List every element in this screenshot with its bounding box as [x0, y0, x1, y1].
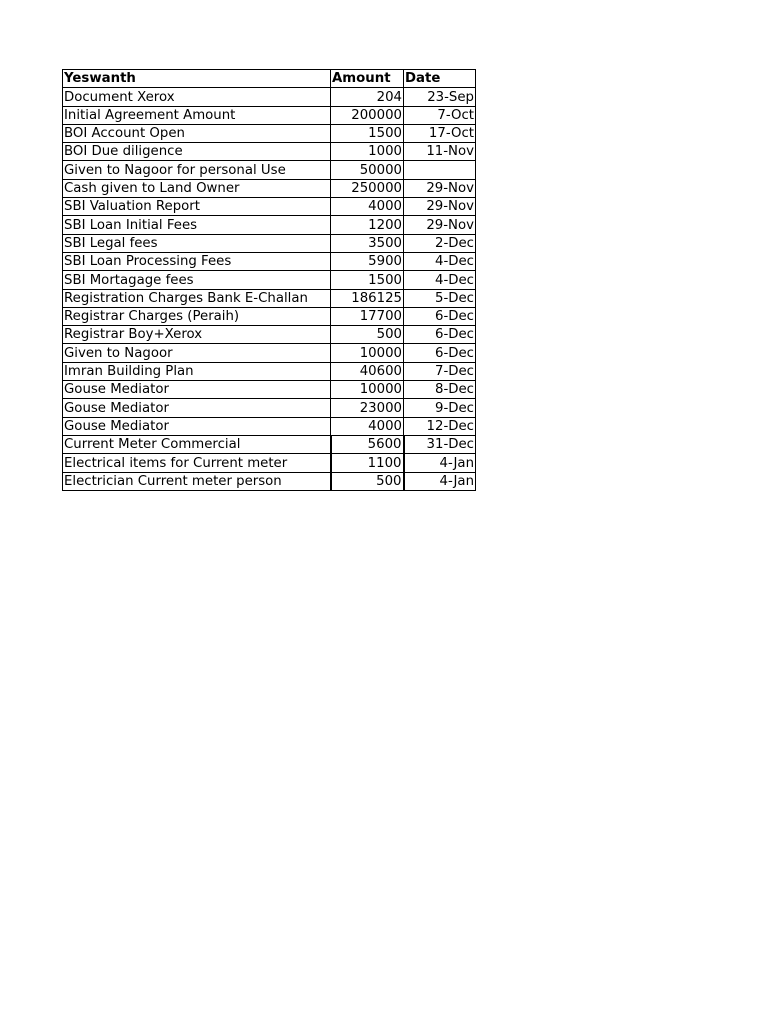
table-row [63, 472, 476, 490]
date-cell [404, 161, 476, 179]
item-cell: SBI Valuation Report [63, 198, 331, 216]
date-cell: 4-Jan [404, 472, 476, 490]
item-cell: Document Xerox [63, 88, 331, 106]
amount-cell: 1200 [331, 216, 404, 234]
table-row [63, 216, 476, 234]
date-cell: 11-Nov [404, 143, 476, 161]
table-row [63, 454, 476, 472]
item-cell: Gouse Mediator [63, 381, 331, 399]
item-cell: BOI Due diligence [63, 143, 331, 161]
amount-cell: 200000 [331, 106, 404, 124]
date-cell: 7-Oct [404, 106, 476, 124]
table-row [63, 435, 476, 453]
item-cell: Cash given to Land Owner [63, 179, 331, 197]
item-cell: Registration Charges Bank E-Challan [63, 289, 331, 307]
table-row [63, 271, 476, 289]
date-cell: 5-Dec [404, 289, 476, 307]
table-row [63, 417, 476, 435]
amount-cell: 50000 [331, 161, 404, 179]
header-name: Yeswanth [63, 70, 331, 88]
amount-cell: 10000 [331, 381, 404, 399]
table-row [63, 124, 476, 142]
table-row [63, 307, 476, 325]
item-cell: Initial Agreement Amount [63, 106, 331, 124]
item-cell: Registrar Boy+Xerox [63, 326, 331, 344]
item-cell: SBI Loan Initial Fees [63, 216, 331, 234]
date-cell: 9-Dec [404, 399, 476, 417]
date-cell: 8-Dec [404, 381, 476, 399]
table-row [63, 143, 476, 161]
item-cell: Current Meter Commercial [63, 435, 331, 453]
item-cell: Electrical items for Current meter [63, 454, 331, 472]
amount-cell: 40600 [331, 362, 404, 380]
amount-cell: 23000 [331, 399, 404, 417]
item-cell: Gouse Mediator [63, 417, 331, 435]
amount-cell: 1000 [331, 143, 404, 161]
item-cell: SBI Mortagage fees [63, 271, 331, 289]
item-cell: Given to Nagoor for personal Use [63, 161, 331, 179]
amount-cell: 5900 [331, 252, 404, 270]
date-cell: 7-Dec [404, 362, 476, 380]
item-cell: SBI Loan Processing Fees [63, 252, 331, 270]
amount-cell: 4000 [331, 198, 404, 216]
date-cell: 4-Dec [404, 252, 476, 270]
item-cell: Imran Building Plan [63, 362, 331, 380]
date-cell: 29-Nov [404, 216, 476, 234]
date-cell: 29-Nov [404, 179, 476, 197]
table-body [63, 88, 476, 491]
amount-cell: 10000 [331, 344, 404, 362]
table-row [63, 88, 476, 106]
table-row [63, 344, 476, 362]
item-cell: Gouse Mediator [63, 399, 331, 417]
date-cell: 6-Dec [404, 307, 476, 325]
table-row [63, 289, 476, 307]
amount-cell: 500 [331, 472, 404, 490]
amount-cell: 250000 [331, 179, 404, 197]
date-cell: 17-Oct [404, 124, 476, 142]
table-row [63, 252, 476, 270]
header-amount: Amount [331, 70, 404, 88]
amount-cell: 204 [331, 88, 404, 106]
table-row [63, 381, 476, 399]
amount-cell: 1500 [331, 271, 404, 289]
amount-cell: 3500 [331, 234, 404, 252]
amount-cell: 4000 [331, 417, 404, 435]
amount-cell: 186125 [331, 289, 404, 307]
item-cell: Given to Nagoor [63, 344, 331, 362]
date-cell: 12-Dec [404, 417, 476, 435]
amount-cell: 17700 [331, 307, 404, 325]
date-cell: 6-Dec [404, 326, 476, 344]
table-row [63, 399, 476, 417]
amount-cell: 500 [331, 326, 404, 344]
date-cell: 2-Dec [404, 234, 476, 252]
item-cell: Registrar Charges (Peraih) [63, 307, 331, 325]
item-cell: BOI Account Open [63, 124, 331, 142]
item-cell: Electrician Current meter person [63, 472, 331, 490]
expense-table [62, 69, 476, 491]
date-cell: 29-Nov [404, 198, 476, 216]
date-cell: 6-Dec [404, 344, 476, 362]
amount-cell: 5600 [331, 435, 404, 453]
date-cell: 4-Jan [404, 454, 476, 472]
table-row [63, 234, 476, 252]
date-cell: 23-Sep [404, 88, 476, 106]
table-row [63, 161, 476, 179]
table-row [63, 179, 476, 197]
header-date: Date [404, 70, 476, 88]
amount-cell: 1500 [331, 124, 404, 142]
table-row [63, 326, 476, 344]
amount-cell: 1100 [331, 454, 404, 472]
table-row [63, 198, 476, 216]
header-row [63, 70, 476, 88]
table-row [63, 362, 476, 380]
item-cell: SBI Legal fees [63, 234, 331, 252]
date-cell: 31-Dec [404, 435, 476, 453]
date-cell: 4-Dec [404, 271, 476, 289]
table-row [63, 106, 476, 124]
